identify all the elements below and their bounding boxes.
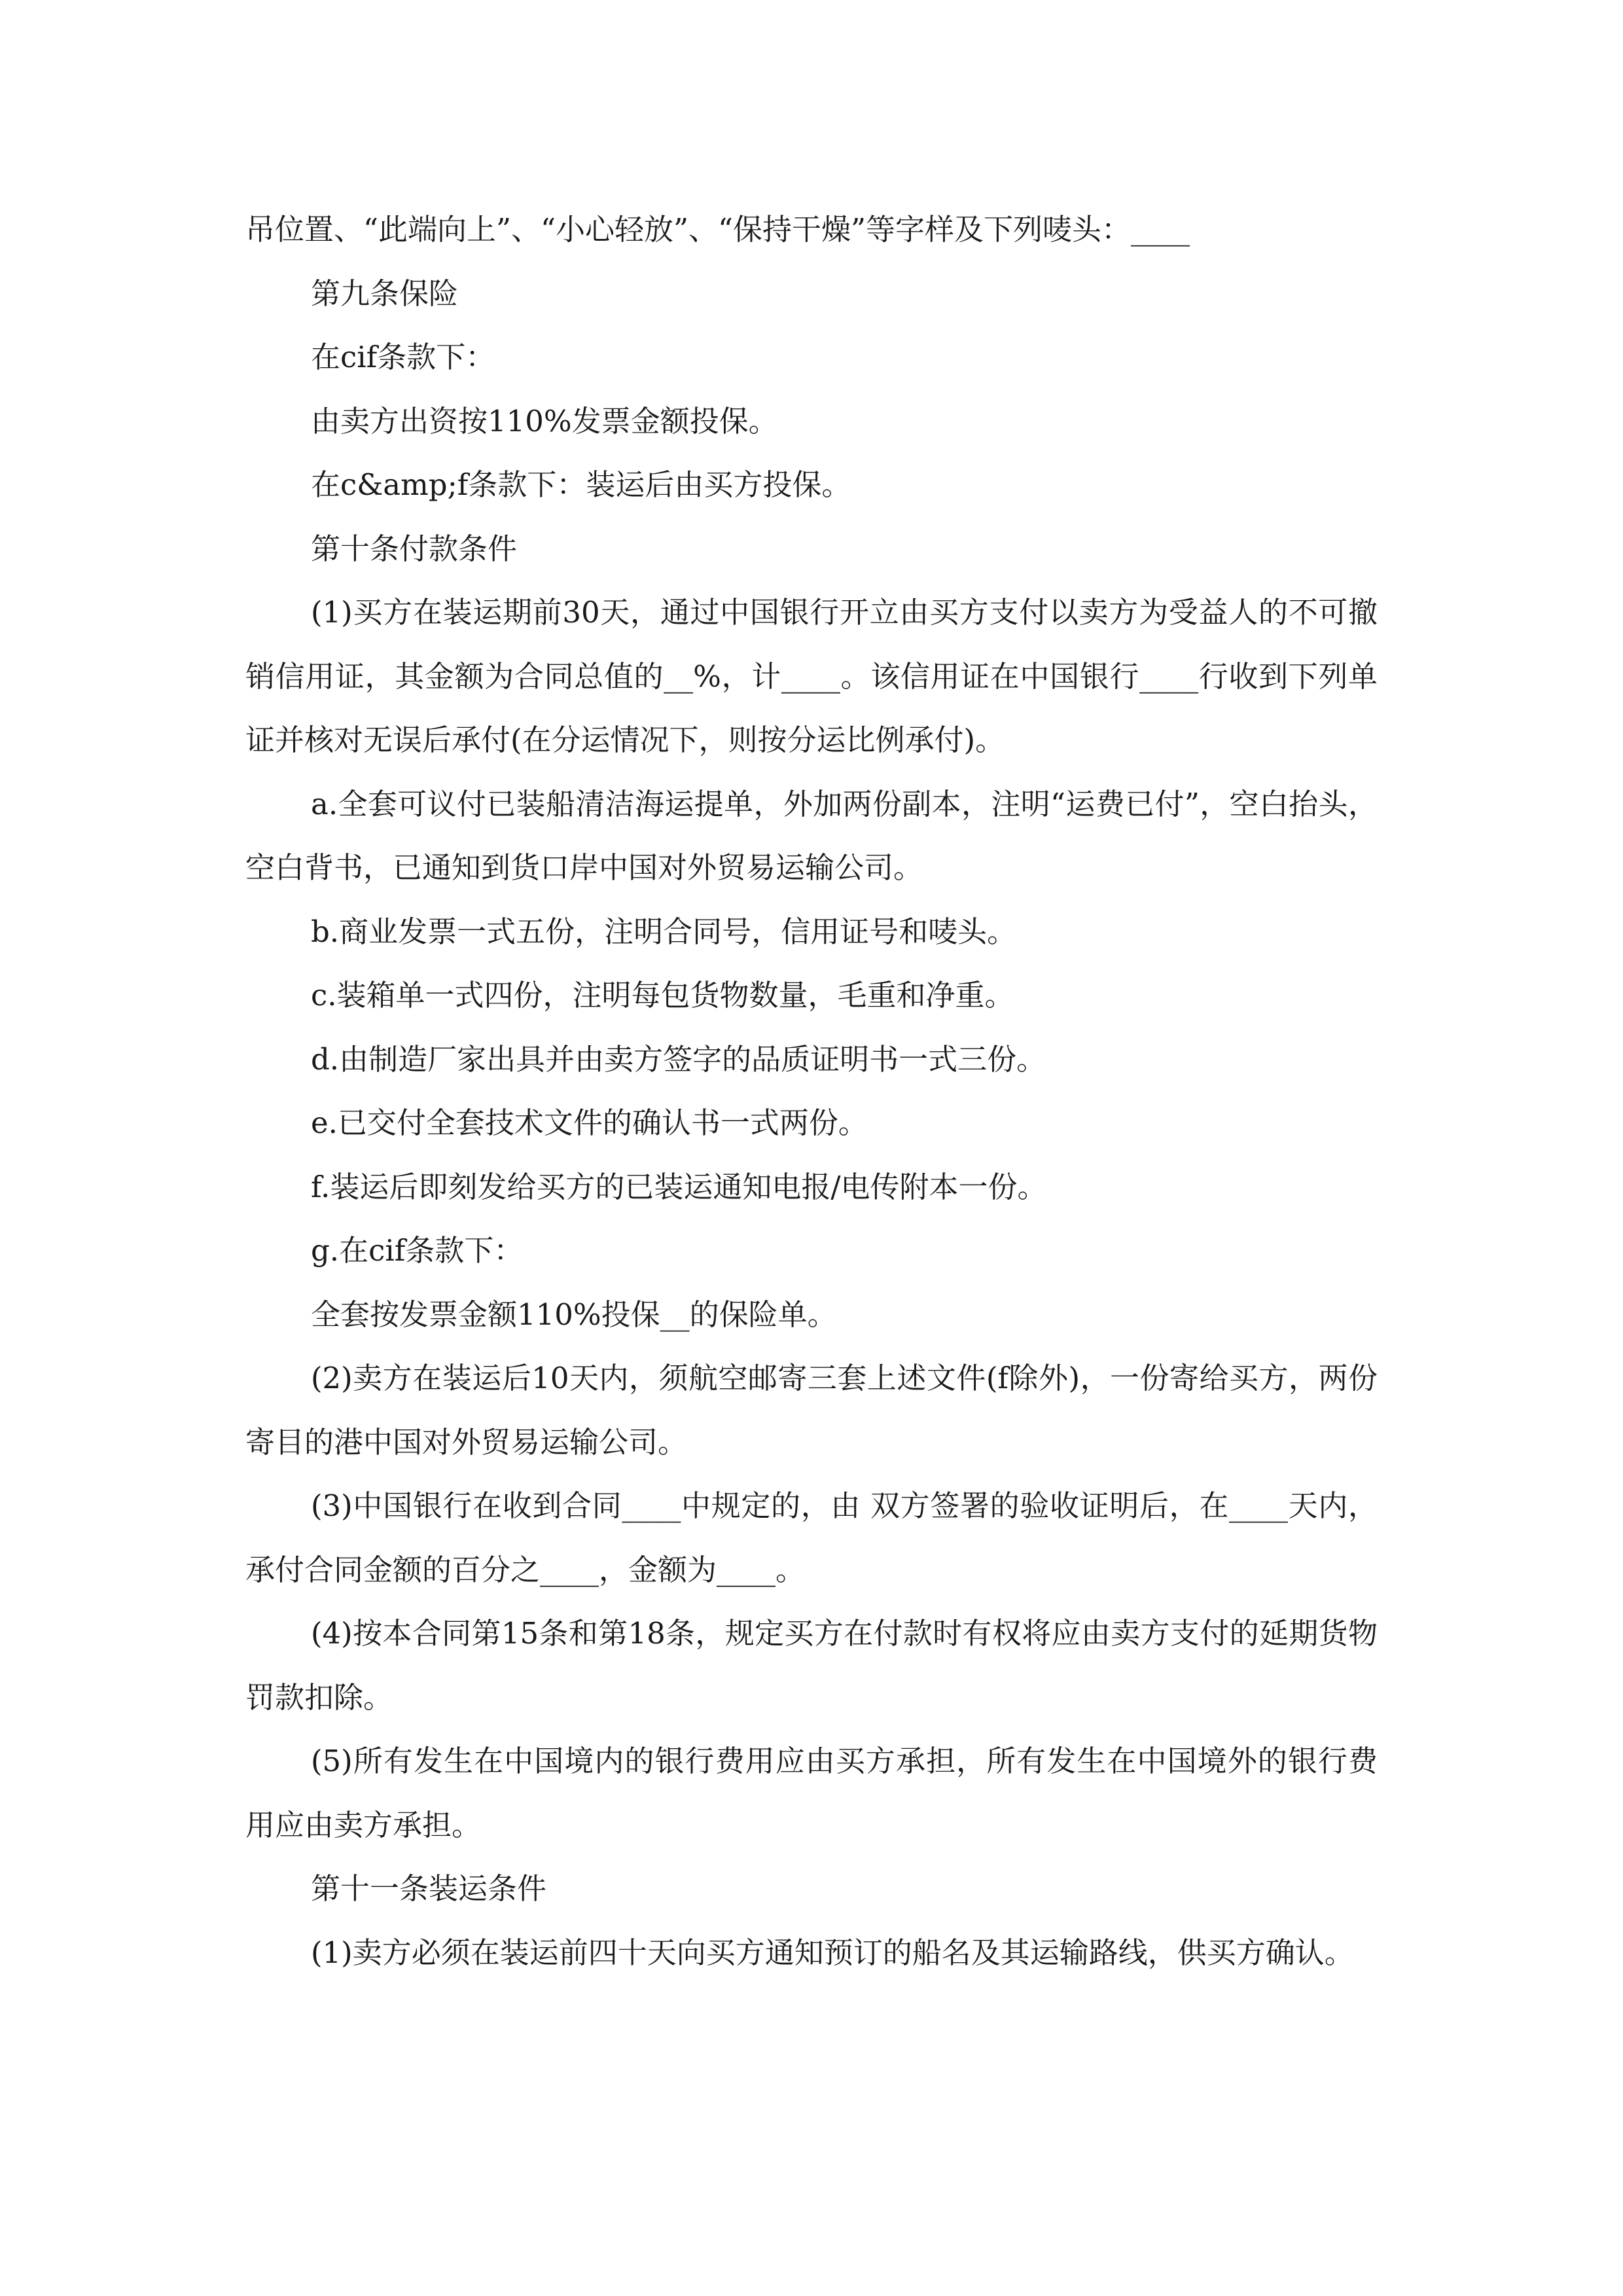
paragraph-under-cf: 在c&amp;f条款下：装运后由买方投保。 — [311, 467, 851, 502]
paragraph-item-f: f.装运后即刻发给买方的已装运通知电报/电传附本一份。 — [311, 1169, 1047, 1204]
paragraph-payment-2: (2)卖方在装运后10天内，须航空邮寄三套上述文件(f除外)，一份寄给买方，两份寄目的港中国对外贸易运输公司。 — [245, 1361, 1378, 1460]
paragraph-payment-4: (4)按本合同第15条和第18条，规定买方在付款时有权将应由卖方支付的延期货物罚款扣除。 — [245, 1616, 1378, 1715]
document-body — [245, 198, 1378, 1984]
heading-article-9-insurance: 第九条保险 — [311, 276, 459, 311]
paragraph-item-a: a.全套可议付已装船清洁海运提单，外加两份副本，注明“运费已付”，空白抬头，空白背书，已通知到货口岸中国对外贸易运输公司。 — [245, 786, 1378, 885]
paragraph-under-cif: 在cif条款下： — [311, 340, 495, 374]
paragraph-marking-continuation: 吊位置、“此端向上”、“小心轻放”、“保持干燥”等字样及下列唛头：____ — [245, 212, 1190, 247]
paragraph-payment-1: (1)买方在装运期前30天，通过中国银行开立由买方支付以卖方为受益人的不可撤销信用证，其金额为合同总值的__%，计____。该信用证在中国银行____行收到下列单证并核对无误后承付(在分运情况下，则按分运比例承付)。 — [245, 595, 1378, 757]
paragraph-payment-5: (5)所有发生在中国境内的银行费用应由买方承担，所有发生在中国境外的银行费用应由卖方承担。 — [245, 1744, 1378, 1842]
paragraph-insurance-policy: 全套按发票金额110%投保__的保险单。 — [311, 1297, 837, 1332]
heading-article-11-shipment: 第十一条装运条件 — [311, 1871, 547, 1906]
paragraph-payment-3: (3)中国银行在收到合同____中规定的，由 双方签署的验收证明后，在____天内，承付合同金额的百分之____，金额为____。 — [245, 1488, 1378, 1587]
paragraph-shipment-1: (1)卖方必须在装运前四十天向买方通知预订的船名及其运输路线，供买方确认。 — [311, 1935, 1354, 1970]
paragraph-seller-insures: 由卖方出资按110%发票金额投保。 — [311, 403, 778, 439]
paragraph-item-b: b.商业发票一式五份，注明合同号，信用证号和唛头。 — [311, 914, 1017, 949]
heading-article-10-payment: 第十条付款条件 — [311, 531, 518, 566]
paragraph-item-c: c.装箱单一式四份，注明每包货物数量，毛重和净重。 — [311, 978, 1014, 1013]
paragraph-item-e: e.已交付全套技术文件的确认书一式两份。 — [311, 1105, 868, 1140]
paragraph-item-d: d.由制造厂家出具并由卖方签字的品质证明书一式三份。 — [311, 1041, 1046, 1077]
paragraph-item-g: g.在cif条款下： — [311, 1233, 524, 1268]
